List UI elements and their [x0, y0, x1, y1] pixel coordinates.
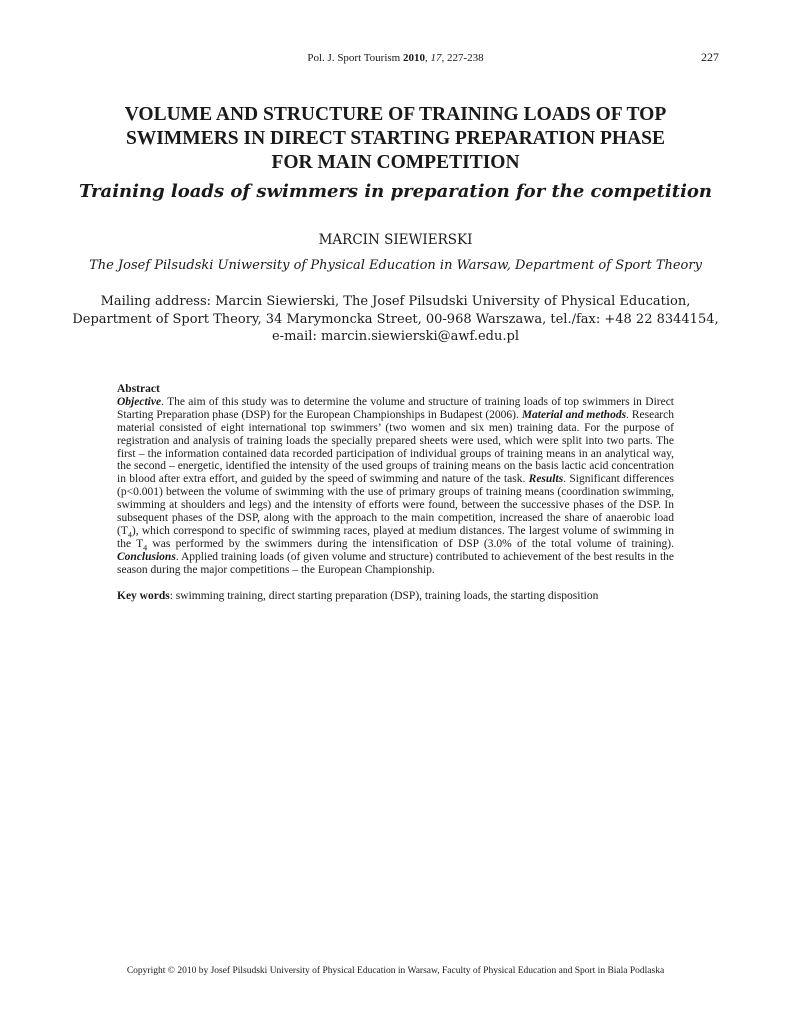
journal-pages: 227-238 — [446, 52, 484, 64]
journal-year: 2010 — [402, 52, 425, 64]
results-text: ), which correspond to specific of swimming races, played at medium distances. The largest volume of swimming in the T — [117, 524, 674, 550]
copyright-footer: Copyright © 2010 by Josef Pilsudski University of Physical Education in Warsaw, Faculty of Physical Education and Sport in Biala Podlaska — [126, 966, 665, 976]
running-head: Pol. J. Sport Tourism 2010, 17, 227-238 — [307, 52, 484, 64]
paper-subtitle: Training loads of swimmers in preparation for the competition — [78, 181, 713, 202]
mailing-line: Department of Sport Theory, 34 Marymoncka Street, 00-968 Warszawa, tel./fax: +48 22 8344154, — [72, 311, 719, 327]
methods-label: Material and methods — [521, 408, 627, 421]
subscript: 4 — [143, 543, 148, 553]
keywords — [117, 590, 674, 602]
page-number: 227 — [701, 50, 719, 64]
methods-text: . Research material consisted of eight international top swimmers’ (two women and six men) training data. For the purpose of registration and analysis of training loads the specially prepared sheets were used, which were split into two parts. The first – the information contained data recorded participation of individual groups of training means in an analytical way, the second – energetic, identified the intensity of the used groups of training means on the basis lactic acid concentration in blood after extra effort, and guided by the speed of swimming and nature of the task. — [117, 408, 674, 486]
conclusions-text: . Applied training loads (of given volume and structure) contributed to achievement of the best results in the season during the major competitions – the European Championship. — [117, 550, 674, 576]
journal-name: Pol. J. Sport Tourism — [307, 52, 401, 64]
title-line: FOR MAIN COMPETITION — [271, 152, 520, 173]
objective-label: Objective — [117, 395, 162, 408]
mailing-line: Mailing address: Marcin Siewierski, The Josef Pilsudski University of Physical Education, — [100, 294, 691, 309]
abstract-heading: Abstract — [117, 383, 160, 395]
results-text: was performed by the swimmers during the intensification of DSP (3.0% of the total volume of training). — [147, 537, 674, 550]
journal-volume: 17 — [430, 52, 442, 64]
title-line: VOLUME AND STRUCTURE OF TRAINING LOADS OF TOP — [124, 104, 667, 125]
keywords-text: : swimming training, direct starting preparation (DSP), training loads, the starting disposition — [169, 590, 599, 602]
mailing-line: e-mail: marcin.siewierski@awf.edu.pl — [271, 329, 519, 344]
author-name: MARCIN SIEWIERSKI — [318, 232, 473, 248]
keywords-label: Key words — [117, 590, 170, 602]
results-label: Results — [528, 473, 564, 486]
conclusions-label: Conclusions — [117, 550, 176, 563]
objective-text: . The aim of this study was to determine the volume and structure of training loads of top swimmers in Direct Starting Preparation phase (DSP) for the European Championships in Budapest (2006). — [117, 395, 674, 421]
author-affiliation: The Josef Pilsudski Uniwersity of Physical Education in Warsaw, Department of Sport Theory — [89, 258, 702, 273]
mailing-address — [40, 293, 751, 346]
subscript: 4 — [127, 530, 132, 540]
abstract-body — [117, 396, 674, 577]
title-line: SWIMMERS IN DIRECT STARTING PREPARATION PHASE — [125, 128, 666, 149]
abstract — [117, 383, 674, 577]
results-text: . Significant differences (p<0.001) between the volume of swimming with the use of primary groups of training means (coordination swimming, swimming at shoulders and legs) and the intensity of efforts were found, between the successive phases of the DSP. In subsequent phases of the DSP, along with the approach to the main competition, increased the share of anaerobic load (T — [117, 473, 674, 537]
paper-title — [60, 103, 731, 175]
